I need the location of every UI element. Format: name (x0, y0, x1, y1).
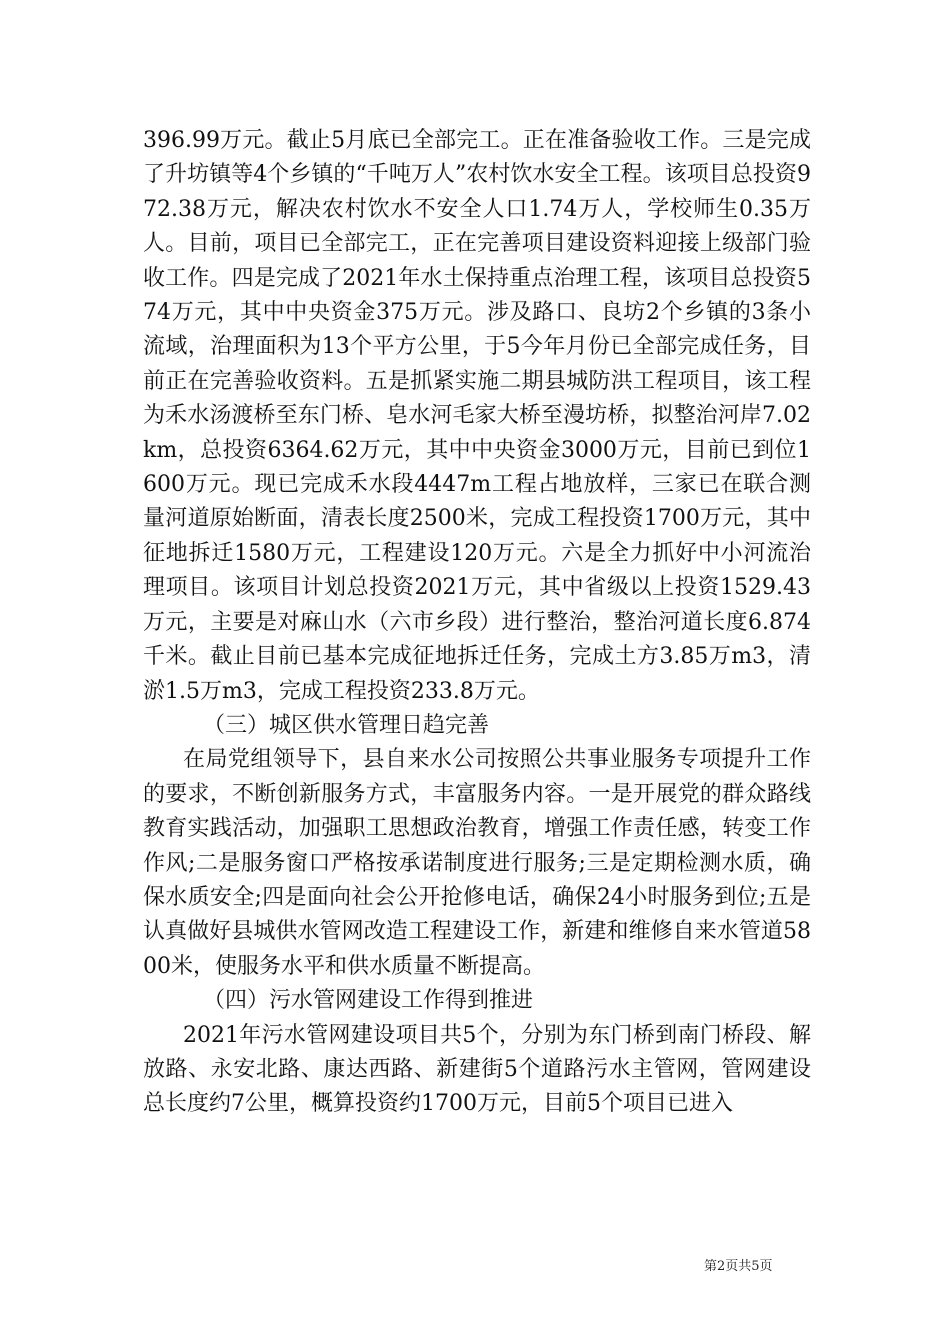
page-number: 第2页共5页 (704, 1259, 773, 1274)
paragraph-sewage: 2021年污水管网建设项目共5个，分别为东门桥到南门桥段、解放路、永安北路、康达西路、新建街5个道路污水主管网，管网建设总长度约7公里，概算投资约1700万元，目前5个项目已进入 (143, 1022, 811, 1117)
document-body (143, 124, 811, 1122)
section-heading-sewage: （四）污水管网建设工作得到推进 (203, 988, 534, 1014)
paragraph-projects-continued: 396.99万元。截止5月底已全部完工。正在准备验收工作。三是完成了升坊镇等4个乡镇的“千吨万人”农村饮水安全工程。该项目总投资972.38万元，解决农村饮水不安全人口1.74万人，学校师生0.35万人。目前，项目已全部完工，正在完善项目建设资料迎接上级部门验收工作。四是完成了2021年水土保持重点治理工程，该项目总投资574万元，其中中央资金375万元。涉及路口、良坊2个乡镇的3条小流域，治理面积为13个平方公里，于5今年月份已全部完成任务，目前正在完善验收资料。五是抓紧实施二期县城防洪工程项目，该工程为禾水汤渡桥至东门桥、皂水河毛家大桥至漫坊桥，拟整治河岸7.02km，总投资6364.62万元，其中中央资金3000万元，目前已到位1600万元。现已完成禾水段4447m工程占地放样，三家已在联合测量河道原始断面，清表长度2500米，完成工程投资1700万元，其中征地拆迁1580万元，工程建设120万元。六是全力抓好中小河流治理项目。该项目计划总投资2021万元，其中省级以上投资1529.43万元，主要是对麻山水（六市乡段）进行整治，整治河道长度6.874千米。截止目前已基本完成征地拆迁任务，完成土方3.85万m3，清淤1.5万m3，完成工程投资233.8万元。 (143, 128, 811, 704)
section-heading-water-supply: （三）城区供水管理日趋完善 (203, 712, 490, 738)
paragraph-water-supply: 在局党组领导下，县自来水公司按照公共事业服务专项提升工作的要求，不断创新服务方式，丰富服务内容。一是开展党的群众路线教育实践活动，加强职工思想政治教育，增强工作责任感，转变工作作风;二是服务窗口严格按承诺制度进行服务;三是定期检测水质，确保水质安全;四是面向社会公开抢修电话，确保24小时服务到位;五是认真做好县城供水管网改造工程建设工作，新建和维修自来水管道5800米，使服务水平和供水质量不断提高。 (143, 747, 811, 979)
